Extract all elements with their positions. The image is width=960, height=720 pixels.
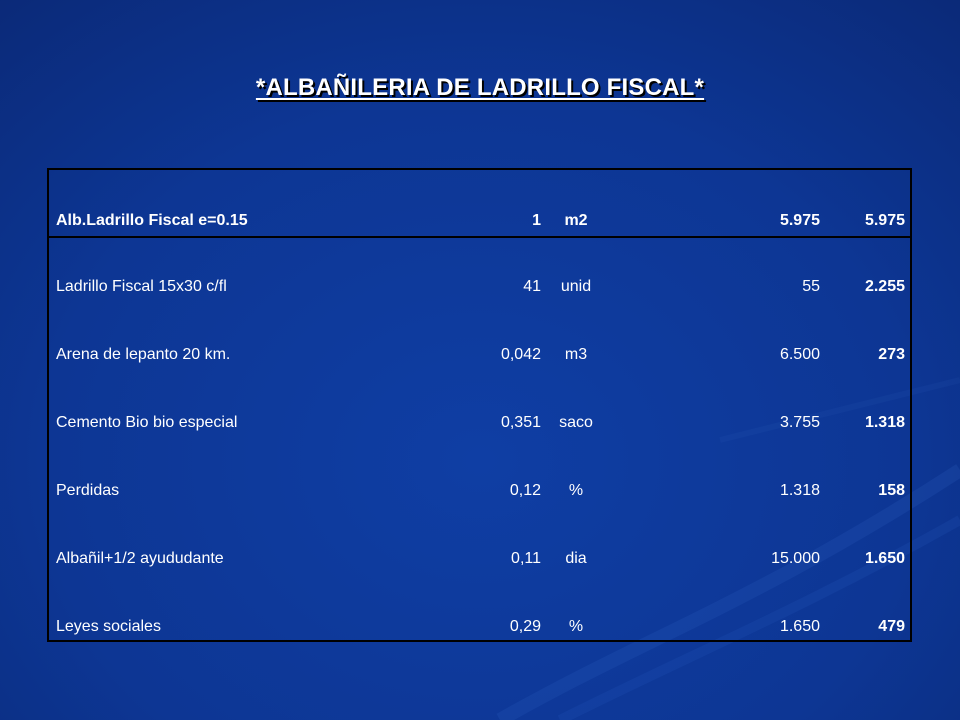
table-row bbox=[49, 343, 910, 367]
row-unit-price: 3.755 bbox=[779, 414, 820, 431]
row-description: Albañil+1/2 ayududante bbox=[56, 550, 224, 567]
header-unit: m2 bbox=[564, 212, 588, 229]
table-row bbox=[49, 615, 910, 639]
row-total: 1.650 bbox=[864, 550, 905, 567]
row-description: Perdidas bbox=[56, 482, 120, 499]
row-quantity: 0,29 bbox=[509, 618, 541, 635]
row-description: Ladrillo Fiscal 15x30 c/fl bbox=[56, 278, 227, 295]
header-divider bbox=[49, 236, 910, 238]
row-unit: unid bbox=[560, 278, 592, 295]
table-row bbox=[49, 275, 910, 299]
header-description: Alb.Ladrillo Fiscal e=0.15 bbox=[56, 212, 248, 229]
row-unit: saco bbox=[559, 414, 593, 431]
row-unit-price: 1.318 bbox=[779, 482, 820, 499]
row-description: Cemento Bio bio especial bbox=[56, 414, 238, 431]
row-unit-price: 15.000 bbox=[771, 550, 820, 567]
row-description: Arena de lepanto 20 km. bbox=[56, 346, 231, 363]
slide-title: *ALBAÑILERIA DE LADRILLO FISCAL* bbox=[255, 74, 705, 101]
row-unit: dia bbox=[565, 550, 587, 567]
row-total: 479 bbox=[878, 618, 905, 635]
row-quantity: 0,042 bbox=[500, 346, 541, 363]
cost-table bbox=[47, 168, 912, 642]
table-row bbox=[49, 479, 910, 503]
row-unit-price: 1.650 bbox=[779, 618, 820, 635]
header-total: 5.975 bbox=[864, 212, 905, 229]
row-unit-price: 6.500 bbox=[779, 346, 820, 363]
row-quantity: 0,12 bbox=[509, 482, 541, 499]
row-unit: % bbox=[568, 618, 584, 635]
row-total: 2.255 bbox=[864, 278, 905, 295]
row-quantity: 0,351 bbox=[500, 414, 541, 431]
row-total: 1.318 bbox=[864, 414, 905, 431]
table-row bbox=[49, 547, 910, 571]
row-total: 158 bbox=[878, 482, 905, 499]
row-unit: % bbox=[568, 482, 584, 499]
row-total: 273 bbox=[878, 346, 905, 363]
row-unit-price: 55 bbox=[802, 278, 820, 295]
row-quantity: 0,11 bbox=[511, 550, 541, 567]
row-quantity: 41 bbox=[523, 278, 541, 295]
table-header-row bbox=[49, 209, 910, 233]
table-row bbox=[49, 411, 910, 435]
header-quantity: 1 bbox=[532, 212, 541, 229]
header-unit-price: 5.975 bbox=[779, 212, 820, 229]
row-unit: m3 bbox=[564, 346, 588, 363]
row-description: Leyes sociales bbox=[56, 618, 161, 635]
